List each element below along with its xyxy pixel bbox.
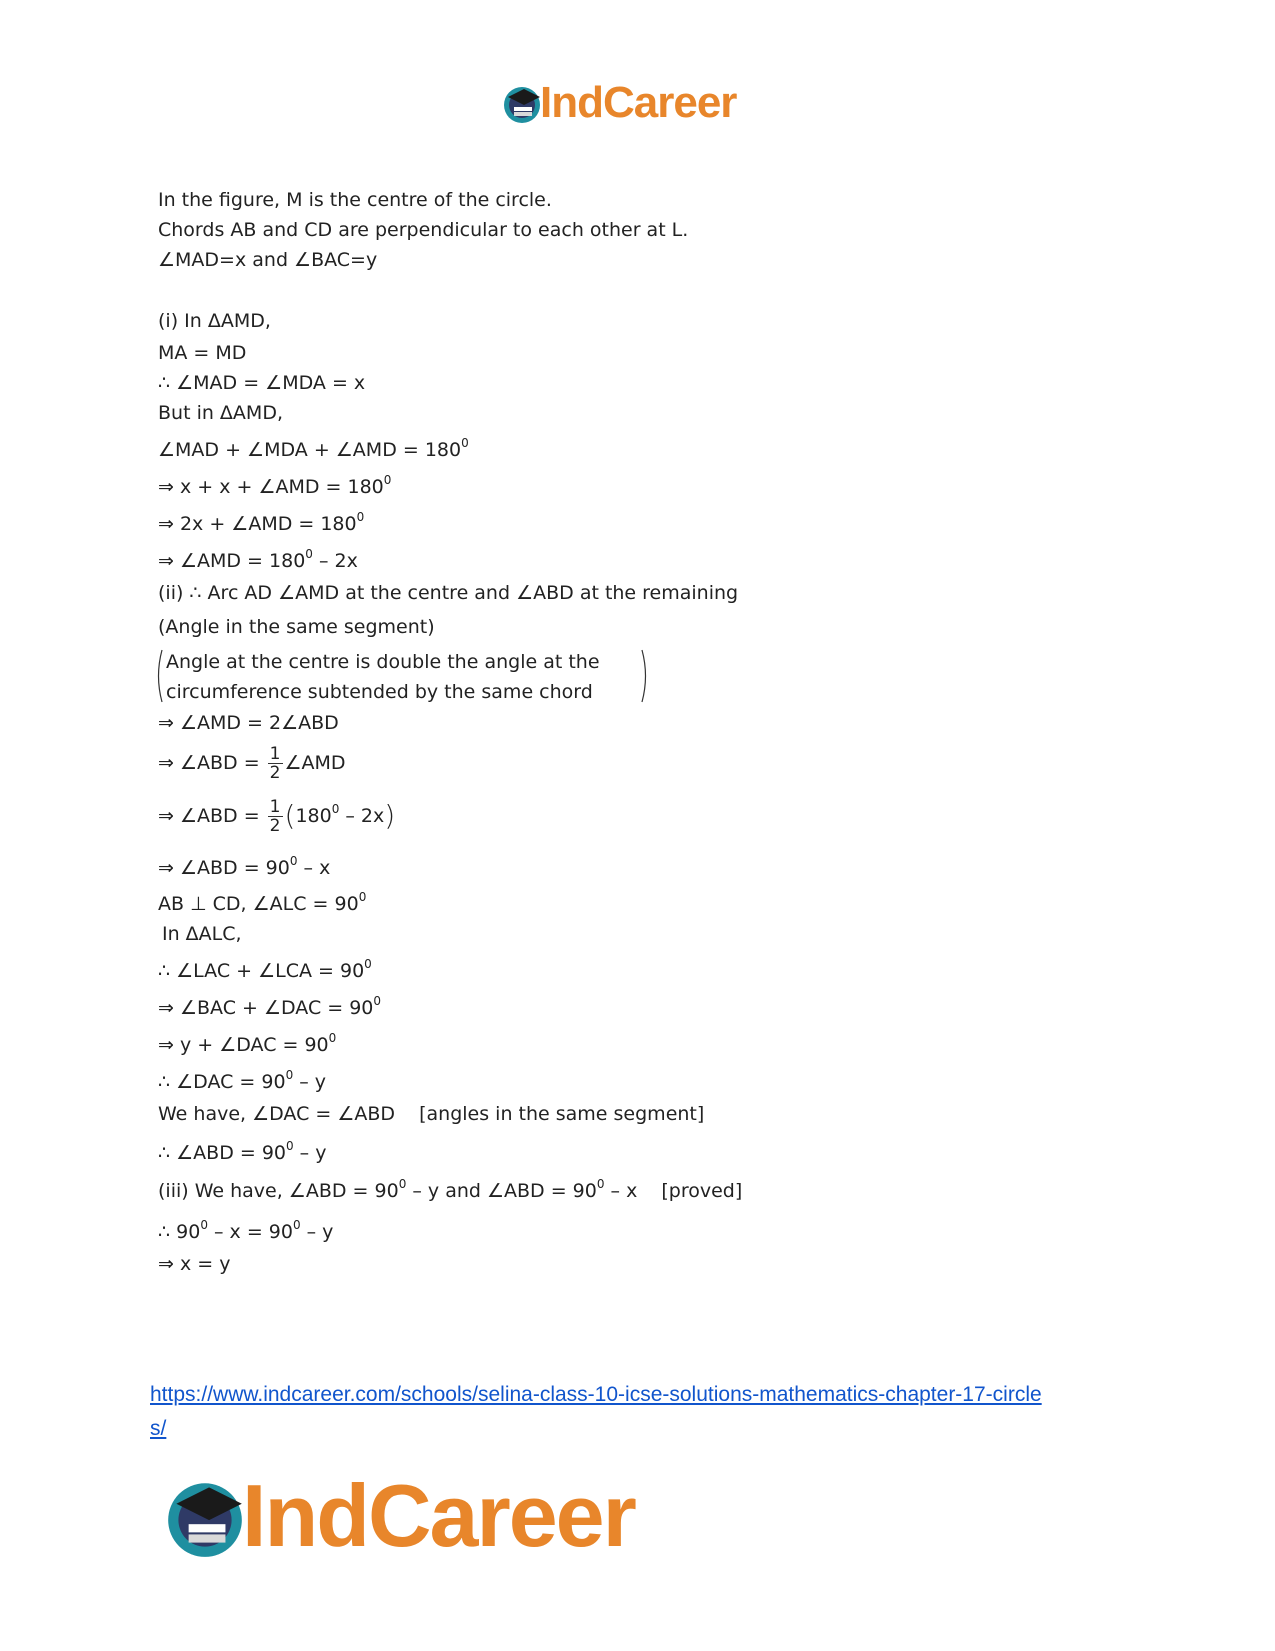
equation-text: ⇒ ∠ABD = 90 bbox=[158, 857, 290, 879]
right-paren-icon bbox=[640, 648, 650, 704]
degree-mark: 0 bbox=[289, 854, 298, 868]
equation-text: ⇒ ∠BAC + ∠DAC = 90 bbox=[158, 997, 374, 1019]
equation-line bbox=[158, 959, 372, 983]
left-paren-icon bbox=[154, 648, 164, 704]
equation-line bbox=[158, 438, 469, 462]
equation-text: – x bbox=[297, 857, 331, 879]
equation-text: ⇒ y + ∠DAC = 90 bbox=[158, 1034, 329, 1056]
justification: [angles in the same segment] bbox=[419, 1103, 705, 1125]
equation-text: ⇒ ∠ABD = bbox=[158, 752, 260, 774]
equation-text: (iii) We have, ∠ABD = 90 bbox=[158, 1180, 399, 1202]
degree-mark: 0 bbox=[331, 802, 340, 816]
text-line: But in ΔAMD, bbox=[158, 402, 283, 424]
equation-text: ∴ ∠ABD = 90 bbox=[158, 1142, 286, 1164]
degree-mark: 0 bbox=[358, 890, 367, 904]
degree-mark: 0 bbox=[383, 473, 392, 487]
equation-text: – x = 90 bbox=[207, 1221, 293, 1243]
degree-mark: 0 bbox=[200, 1218, 208, 1232]
equation-text: 180 bbox=[295, 805, 332, 827]
footer-brand: IndCareer bbox=[242, 1466, 635, 1565]
degree-mark: 0 bbox=[398, 1177, 407, 1191]
fraction-numerator: 1 bbox=[269, 744, 281, 764]
footer-logo bbox=[160, 1465, 635, 1567]
equation-line bbox=[158, 1102, 704, 1126]
degree-mark: 0 bbox=[373, 994, 382, 1008]
equation-text: – 2x bbox=[339, 805, 385, 827]
equation-line bbox=[158, 996, 381, 1020]
degree-mark: 0 bbox=[285, 1068, 294, 1082]
fraction bbox=[268, 798, 283, 835]
degree-mark: 0 bbox=[461, 436, 469, 450]
source-link[interactable] bbox=[150, 1378, 1130, 1446]
text-line: ∴ ∠MAD = ∠MDA = x bbox=[158, 372, 366, 394]
text-line: (Angle in the same segment) bbox=[158, 616, 435, 638]
equation-line bbox=[158, 512, 364, 536]
header-logo bbox=[500, 78, 736, 128]
degree-mark: 0 bbox=[364, 957, 372, 971]
equation-text: We have, ∠DAC = ∠ABD bbox=[158, 1103, 396, 1125]
text-line: In the figure, M is the centre of the circle. bbox=[158, 189, 552, 211]
equation-line: ⇒ x = y bbox=[158, 1253, 231, 1275]
text-line: MA = MD bbox=[158, 342, 247, 364]
equation-line bbox=[158, 1141, 326, 1165]
equation-text: ∠MAD + ∠MDA + ∠AMD = 180 bbox=[158, 439, 462, 461]
equation-text: ∴ ∠DAC = 90 bbox=[158, 1071, 286, 1093]
equation-line bbox=[158, 892, 366, 916]
note-line-1: Angle at the centre is double the angle at the bbox=[166, 651, 600, 673]
equation-line bbox=[158, 794, 395, 838]
text-line: (ii) ∴ Arc AD ∠AMD at the centre and ∠ABD at the remaining bbox=[158, 582, 739, 604]
equation-line bbox=[158, 741, 346, 785]
equation-text: – x bbox=[604, 1180, 638, 1202]
equation-line bbox=[158, 1179, 742, 1203]
justification: [proved] bbox=[661, 1180, 743, 1202]
equation-text: ⇒ ∠ABD = bbox=[158, 805, 260, 827]
fraction-denominator: 2 bbox=[269, 763, 281, 783]
equation-text: ∴ ∠LAC + ∠LCA = 90 bbox=[158, 960, 365, 982]
equation-line bbox=[158, 1033, 336, 1057]
equation-line bbox=[158, 1070, 326, 1094]
equation-text: – y bbox=[293, 1071, 327, 1093]
left-paren-icon: ( bbox=[284, 799, 296, 832]
equation-line bbox=[158, 856, 330, 880]
text-line: Chords AB and CD are perpendicular to each other at L. bbox=[158, 219, 689, 241]
degree-mark: 0 bbox=[328, 1031, 337, 1045]
right-paren-icon: ) bbox=[384, 799, 396, 832]
degree-mark: 0 bbox=[292, 1218, 301, 1232]
equation-line bbox=[158, 1220, 333, 1244]
degree-mark: 0 bbox=[596, 1177, 605, 1191]
degree-mark: 0 bbox=[356, 510, 365, 524]
degree-mark: 0 bbox=[305, 547, 313, 561]
source-link-line-2[interactable]: s/ bbox=[150, 1417, 167, 1440]
equation-text: ∠AMD bbox=[284, 752, 346, 774]
fraction-denominator: 2 bbox=[269, 816, 281, 836]
graduation-globe-icon bbox=[500, 81, 544, 125]
equation-line bbox=[158, 475, 391, 499]
text-line: ∠MAD=x and ∠BAC=y bbox=[158, 249, 378, 271]
source-link-line-1[interactable]: https://www.indcareer.com/schools/selina-class-10-icse-solutions-mathematics-chapter-17-circle bbox=[150, 1383, 1042, 1406]
fraction bbox=[268, 745, 283, 782]
equation-text: – y and ∠ABD = 90 bbox=[406, 1180, 597, 1202]
equation-text: ⇒ x + x + ∠AMD = 180 bbox=[158, 476, 384, 498]
text-line: In ΔALC, bbox=[162, 923, 242, 945]
equation-text: ⇒ 2x + ∠AMD = 180 bbox=[158, 513, 357, 535]
equation-text: ∴ 90 bbox=[158, 1221, 201, 1243]
graduation-globe-icon bbox=[160, 1471, 250, 1561]
fraction-numerator: 1 bbox=[269, 797, 281, 817]
equation-text: – y bbox=[300, 1221, 334, 1243]
text-line: (i) In ΔAMD, bbox=[158, 310, 271, 332]
equation-line: ⇒ ∠AMD = 2∠ABD bbox=[158, 712, 339, 734]
equation-line bbox=[158, 549, 358, 573]
equation-text: AB ⊥ CD, ∠ALC = 90 bbox=[158, 893, 359, 915]
degree-mark: 0 bbox=[286, 1139, 294, 1153]
note-line-2: circumference subtended by the same chord bbox=[166, 681, 593, 703]
header-brand: IndCareer bbox=[540, 78, 737, 127]
equation-text: – 2x bbox=[312, 550, 358, 572]
equation-text: ⇒ ∠AMD = 180 bbox=[158, 550, 306, 572]
equation-text: – y bbox=[293, 1142, 327, 1164]
